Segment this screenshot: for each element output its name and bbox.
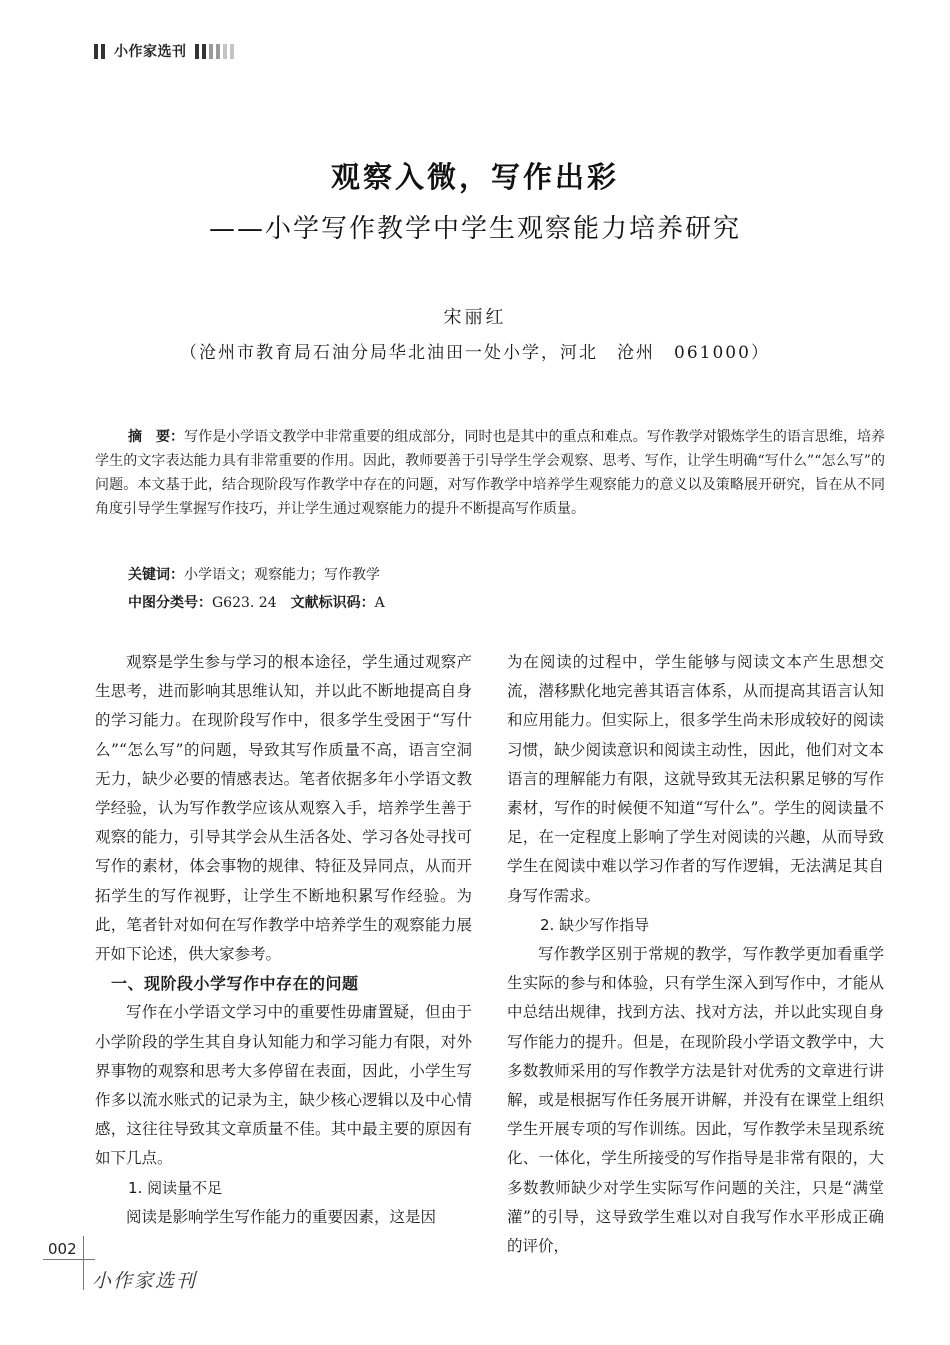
article-subtitle: ——小学写作教学中学生观察能力培养研究 — [208, 214, 741, 244]
section-heading: 一、现阶段小学写作中存在的问题 — [111, 974, 359, 994]
subsection-heading: 2. 缺少写作指导 — [540, 915, 650, 934]
keywords-label: 关键词： — [128, 567, 184, 583]
doc-code-value: A — [374, 595, 385, 611]
subsection-paragraph: 阅读是影响学生写作能力的重要因素，这是因 — [126, 1207, 437, 1226]
section-paragraph: 写作在小学语文学习中的重要性毋庸置疑，但由于小学阶段的学生其自身认知能力和学习能力有限，对外界事物的观察和思考大多停留在表面，因此，小学生写作多以流水账式的记录为主，缺少核心逻辑以及中心情感，这往往导致其文章质量不佳。其中最主要的原因有如下几点。 — [95, 1003, 472, 1168]
header-bar-icon — [230, 44, 234, 59]
journal-name: 小作家选刊 — [114, 44, 187, 60]
article-title: 观察入微，写作出彩 — [330, 160, 619, 194]
abstract-text: 写作是小学语文教学中非常重要的组成部分，同时也是其中的重点和难点。写作教学对锻炼学生的语言思维，培养学生的文字表达能力具有非常重要的作用。因此，教师要善于引导学生学会观察、思考、写作，让学生明确“写什么”“怎么写”的问题。本文基于此，结合现阶段写作教学中存在的问题，对写作教学中培养学生观察能力的意义以及策略展开研究，旨在从不同角度引导学生掌握写作技巧，并让学生通过观察能力的提升不断提高写作质量。 — [95, 429, 885, 517]
keywords-text: 小学语文；观察能力；写作教学 — [184, 567, 380, 583]
footer-divider — [43, 1259, 95, 1260]
classification — [128, 591, 385, 615]
header-bar-icon — [216, 44, 220, 59]
header-bar-icon — [223, 44, 227, 59]
keywords — [128, 563, 380, 587]
subsection-paragraph: 写作教学区别于常规的教学，写作教学更加看重学生实际的参与和体验，只有学生深入到写作中，才能从中总结出规律，找到方法、找对方法，并以此实现自身写作能力的提升。但是，在现阶段小学语文教学中，大多数教师采用的写作教学方法是针对优秀的文章进行讲解，或是根据写作任务展开讲解，并没有在课堂上组织学生开展专项的写作训练。因此，写作教学未呈现系统化、一体化，学生所接受的写作指导是非常有限的，大多数教师缺少对学生实际写作问题的关注，只是“满堂灌”的引导，这导致学生难以对自我写作水平形成正确的评价， — [507, 945, 884, 1256]
body-column-right — [507, 648, 884, 1261]
page-number: 002 — [48, 1240, 77, 1258]
header-bar-icon — [195, 44, 199, 59]
header-bar-icon — [202, 44, 206, 59]
header-bar-icon — [101, 44, 105, 59]
footer-logo: 小作家选刊 — [92, 1270, 198, 1292]
running-header — [94, 41, 237, 61]
clc-value: G623. 24 — [212, 595, 277, 611]
intro-paragraph: 观察是学生参与学习的根本途径，学生通过观察产生思考，进而影响其思维认知，并以此不断地提高自身的学习能力。在现阶段写作中，很多学生受困于“写什么”“怎么写”的问题，导致其写作质量不高，语言空洞无力，缺少必要的情感表达。笔者依据多年小学语文教学经验，认为写作教学应该从观察入手，培养学生善于观察的能力，引导其学会从生活各处、学习各处寻找可写作的素材，体会事物的规律、特征及异同点，从而开拓学生的写作视野，让学生不断地积累写作经验。为此，笔者针对如何在写作教学中培养学生的观察能力展开如下论述，供大家参考。 — [95, 653, 472, 964]
header-bar-icon — [94, 44, 98, 59]
subsection-paragraph-continued: 为在阅读的过程中，学生能够与阅读文本产生思想交流，潜移默化地完善其语言体系，从而提高其语言认知和应用能力。但实际上，很多学生尚未形成较好的阅读习惯，缺少阅读意识和阅读主动性，因此，他们对文本语言的理解能力有限，这就导致其无法积累足够的写作素材，写作的时候便不知道“写什么”。学生的阅读量不足，在一定程度上影响了学生对阅读的兴趣，从而导致学生在阅读中难以学习作者的写作逻辑，无法满足其自身写作需求。 — [507, 653, 884, 905]
footer-divider — [83, 1236, 84, 1290]
body-column-left — [95, 648, 472, 1232]
abstract-label: 摘 要： — [128, 429, 185, 445]
subsection-heading: 1. 阅读量不足 — [128, 1178, 223, 1197]
doc-code-label: 文献标识码： — [290, 595, 375, 611]
clc-label: 中图分类号： — [128, 595, 212, 611]
author-affiliation: （沧州市教育局石油分局华北油田一处小学，河北 沧州 061000） — [180, 343, 770, 363]
abstract — [95, 425, 885, 521]
author-name: 宋丽红 — [443, 307, 507, 328]
header-bar-icon — [209, 44, 213, 59]
